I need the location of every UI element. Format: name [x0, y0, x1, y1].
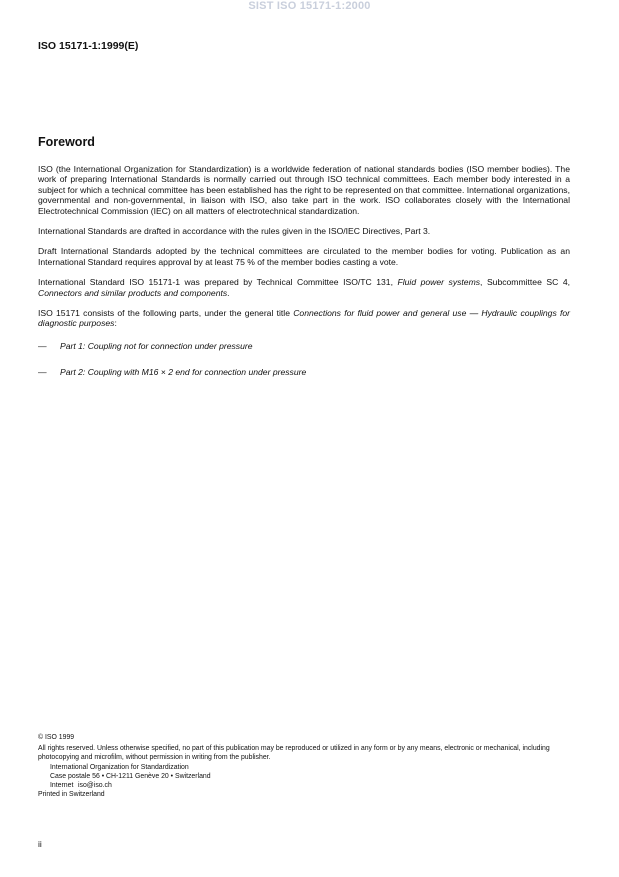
part-2-title: Part 2: Coupling with M16 × 2 end for connection under pressure	[60, 367, 307, 378]
part-list-item-2	[38, 365, 570, 377]
part-list-item-1	[38, 339, 570, 351]
internet-email: iso@iso.ch	[78, 782, 112, 790]
paragraph-committee-text-1: International Standard ISO 15171-1 was prepared by Technical Committee ISO/TC 131,	[38, 277, 398, 288]
committee-name: Fluid power systems	[397, 277, 481, 288]
org-address: Case postale 56 • CH-1211 Genève 20 • Switzerland	[50, 772, 211, 780]
paragraph-committee-text-3: .	[227, 287, 230, 298]
printed-in: Printed in Switzerland	[38, 791, 105, 799]
subcommittee-name: Connectors and similar products and components	[38, 287, 228, 298]
section-heading: Foreword	[38, 135, 95, 149]
copyright-line: © ISO 1999	[38, 734, 75, 741]
em-dash: —	[38, 367, 47, 378]
page-number: ii	[38, 839, 42, 849]
watermark: SIST ISO 15171-1:2000	[248, 0, 371, 12]
internet-label: Internet	[50, 782, 74, 790]
paragraph-voting: Draft International Standards adopted by the technical committees are circulated to the member bodies for voting. Publication as an International Standard requires approval by at least 75 % of the member bodies casting a vote.	[38, 246, 570, 267]
rights-statement: All rights reserved. Unless otherwise specified, no part of this publication may be reproduced or utilized in any form or by any means, electronic or mechanical, including photocopying and microfilm, without permission in writing from the publisher.	[38, 745, 550, 762]
paragraph-parts-intro	[38, 308, 570, 329]
copyright-footer	[38, 733, 578, 799]
part-1-title: Part 1: Coupling not for connection under pressure	[60, 340, 253, 351]
foreword-body	[38, 164, 570, 392]
paragraph-committee	[38, 277, 570, 298]
paragraph-directives: International Standards are drafted in accordance with the rules given in the ISO/IEC Directives, Part 3.	[38, 226, 431, 237]
paragraph-parts-text-1: ISO 15171 consists of the following parts, under the general title	[38, 308, 294, 319]
general-title: Connections for fluid power and general use — Hydraulic couplings for diagnostic purposes	[38, 308, 570, 329]
document-id: ISO 15171-1:1999(E)	[38, 40, 139, 52]
org-internet	[38, 781, 578, 790]
org-name: International Organization for Standardization	[50, 763, 189, 771]
em-dash: —	[38, 340, 47, 351]
paragraph-parts-text-2: :	[114, 318, 117, 329]
paragraph-iso-intro: ISO (the International Organization for Standardization) is a worldwide federation of national standards bodies (ISO member bodies). The work of preparing International Standards is normally carried out through ISO technical committees. Each member body interested in a subject for which a technical committee has been established has the right to be represented on that committee. International organizations, governmental and non-governmental, in liaison with ISO, also take part in the work. ISO collaborates closely with the International Electrotechnical Commission (IEC) on all matters of electrotechnical standardization.	[38, 164, 570, 216]
paragraph-committee-text-2: , Subcommittee SC 4,	[480, 277, 570, 288]
